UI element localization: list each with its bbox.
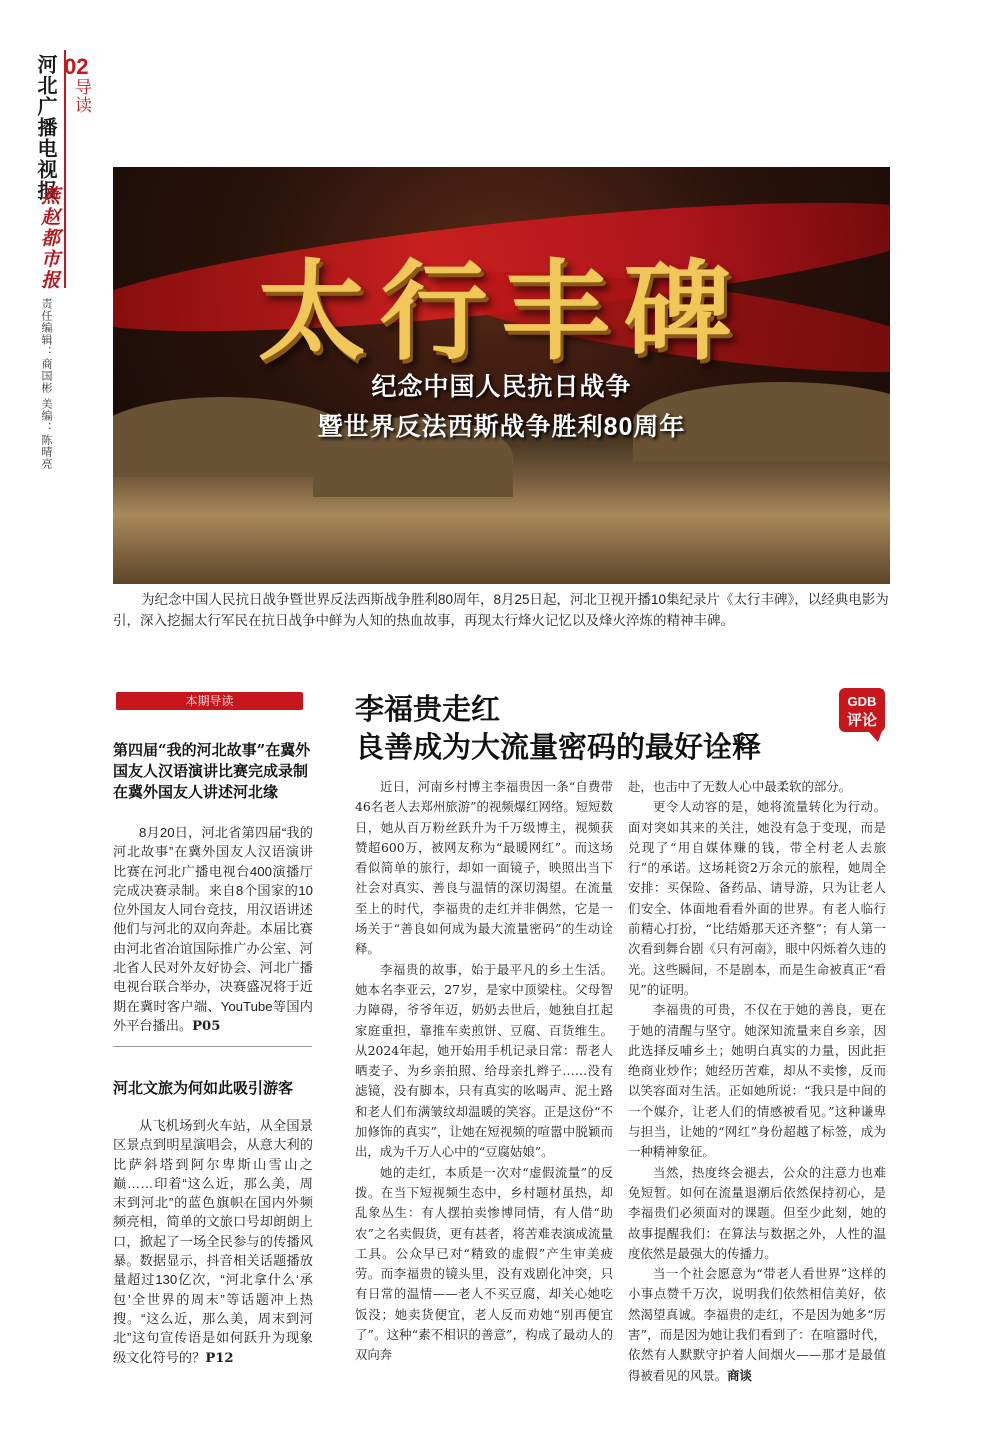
author-signature: 商谈 <box>727 1368 752 1383</box>
guide-body: 从飞机场到火车站，从全国景区景点到明星演唱会，从意大利的比萨斜塔到阿尔卑斯山雪山之巅……印着“这么近，那么美，周末到河北”的蓝色旗帜在国内外频频亮相，简单的文旅口号却朗朗上口，掀起了一场全民参与的传播风暴。数据显示，抖音相关话题播放量超过130亿次，“河北拿什么‘承包’全世界的周末”等话题冲上热搜。“这么近，那么美，周末到河北”这句宣传语是如何跃升为现象级文化符号的？P12 <box>113 1118 313 1366</box>
hero-subtitle: 暨世界反法西斯战争胜利80周年 <box>317 413 686 441</box>
page-reference: P12 <box>205 1350 234 1366</box>
hero-caption: 为纪念中国人民抗日战争暨世界反法西斯战争胜利80周年，8月25日起，河北卫视开播10集纪录片《太行丰碑》，以经典电影为引，深入挖掘太行军民在抗日战争中鲜为人知的热血故事，再现太行烽火记忆以及烽火淬炼的精神丰碑。 <box>113 592 889 628</box>
article-paragraph: 更令人动容的是，她将流量转化为行动。面对突如其来的关注，她没有急于变现，而是兑现了“用自媒体赚的钱，带全村老人去旅行”的承诺。这场耗资2万余元的旅程，她周全安排：买保险、备药品、请导游，只为让老人们安全、体面地看看外面的世界。有老人临行前精心打扮，“比结婚那天还齐整”；有人第一次看到舞台剧《只有河南》，眼中闪烁着久违的光。这些瞬间，不是剧本，而是生命被真正“看见”的证明。 <box>628 799 886 997</box>
page-number: 02 <box>64 54 89 79</box>
article-column <box>628 777 886 1386</box>
article-column <box>355 777 613 1366</box>
guide-headline: 第四届“我的河北故事”在冀外国友人汉语演讲比赛完成录制 在冀外国友人讲述河北缘 <box>113 741 311 801</box>
gdb-comment-icon <box>838 687 886 743</box>
article-paragraph: 她的走红，本质是一次对“虚假流量”的反拨。在当下短视频生态中，乡村题材虽热，却乱象丛生：有人摆拍卖惨博同情，有人借“助农”之名卖假货，更有甚者，将苦难表演成流量工具。公众早已对“精致的虚假”产生审美疲劳。而李福贵的镜头里，没有戏剧化冲突，只有日常的温情——老人不买豆腐，却关心她吃饭没；她卖货便宜，老人反而劝她“别再便宜了”。这种“素不相识的善意”，构成了最动人的双向奔 <box>355 1164 613 1363</box>
divider <box>113 1046 312 1047</box>
guide-body: 8月20日，河北省第四届“我的河北故事”在冀外国友人汉语演讲比赛在河北广播电视台400演播厅完成决赛录制。来自8个国家的10位外国友人同台竞技，用汉语讲述他们与河北的双向奔赴。本届比赛由河北省冶谊国际推广办公室、河北省人民对外友好协会、河北广播电视台联合举办，决赛盛况将于近期在冀时客户端、YouTube等国内外平台播出。P05 <box>113 825 313 1034</box>
article-paragraph: 当一个社会愿意为“带老人看世界”这样的小事点赞千万次，说明我们依然相信美好，依然渴望真诚。李福贵的走红，不是因为她多“厉害”，而是因为她让我们看到了：在喧嚣时代，依然有人默默守护着人间烟火——那才是最值得被看见的风景。商谈 <box>628 1266 886 1383</box>
article-paragraph: 李福贵的故事，始于最平凡的乡土生活。她本名李亚云，27岁，是家中顶梁柱。父母智力障碍，爷爷年迈，奶奶去世后，她独自扛起家庭重担，靠推车卖煎饼、豆腐、百货维生。从2024年起，她开始用手机记录日常：帮老人晒麦子、为乡亲拍照、给母亲扎辫子……没有滤镜，没有脚本，只有真实的吆喝声、泥土路和老人们布满皱纹却温暖的笑容。正是这份“不加修饰的真实”，让她在短视频的喧嚣中脱颖而出，成为千万人心中的“豆腐姑娘”。 <box>355 961 613 1160</box>
article-paragraph: 当然，热度终会褪去，公众的注意力也难免短暂。如何在流量退潮后依然保持初心，是李福贵们必须面对的课题。但至少此刻，她的故事提醒我们：在算法与数据之外，人性的温度依然是最强大的传播力。 <box>628 1164 886 1261</box>
guide-headline: 河北文旅为何如此吸引游客 <box>113 1079 294 1097</box>
article-paragraph: 赴，也击中了无数人心中最柔软的部分。 <box>628 779 852 794</box>
page-reference: P05 <box>192 1018 221 1034</box>
masthead-rule <box>64 50 66 288</box>
gdb-label: GDB <box>847 694 877 709</box>
comment-label: 评论 <box>846 712 878 729</box>
editors-credit: 责任编辑：商国彬 美编：陈晴亮 <box>40 298 52 471</box>
section-name: 导读 <box>72 78 91 114</box>
paper-name: 河北广播电视报 <box>34 54 56 201</box>
guide-badge: 本期导读 <box>116 692 303 710</box>
article-paragraph: 近日，河南乡村博主李福贵因一条“自费带46名老人去郑州旅游”的视频爆红网络。短短数日，她从百万粉丝跃升为千万级博主，视频获赞超600万，被网友称为“最暖网红”。而这场看似简单的旅行，却如一面镜子，映照出当下社会对真实、善良与温情的深切渴望。在流量至上的时代，李福贵的走红并非偶然，它是一场关于“善良如何成为最大流量密码”的生动诠释。 <box>355 779 613 957</box>
hero-subtitle: 纪念中国人民抗日战争 <box>371 373 632 401</box>
paper-sub-logo: 燕赵都市报 <box>38 186 60 291</box>
article-headline: 良善成为大流量密码的最好诠释 <box>355 730 762 764</box>
hero-image <box>113 167 890 584</box>
article-paragraph: 李福贵的可贵，不仅在于她的善良，更在于她的清醒与坚守。她深知流量来自乡亲，因此选择反哺乡土；她明白真实的力量，因此拒绝商业炒作；她经历苦难，却从不卖惨，反而以笑容面对生活。正如她所说：“我只是中间的一个媒介，让老人们的情感被看见。”这种谦卑与担当，让她的“网红”身份超越了标签，成为一种精神象征。 <box>628 1002 886 1160</box>
article-headline: 李福贵走红 <box>355 692 501 726</box>
hero-title: 太行丰碑 <box>257 249 746 375</box>
